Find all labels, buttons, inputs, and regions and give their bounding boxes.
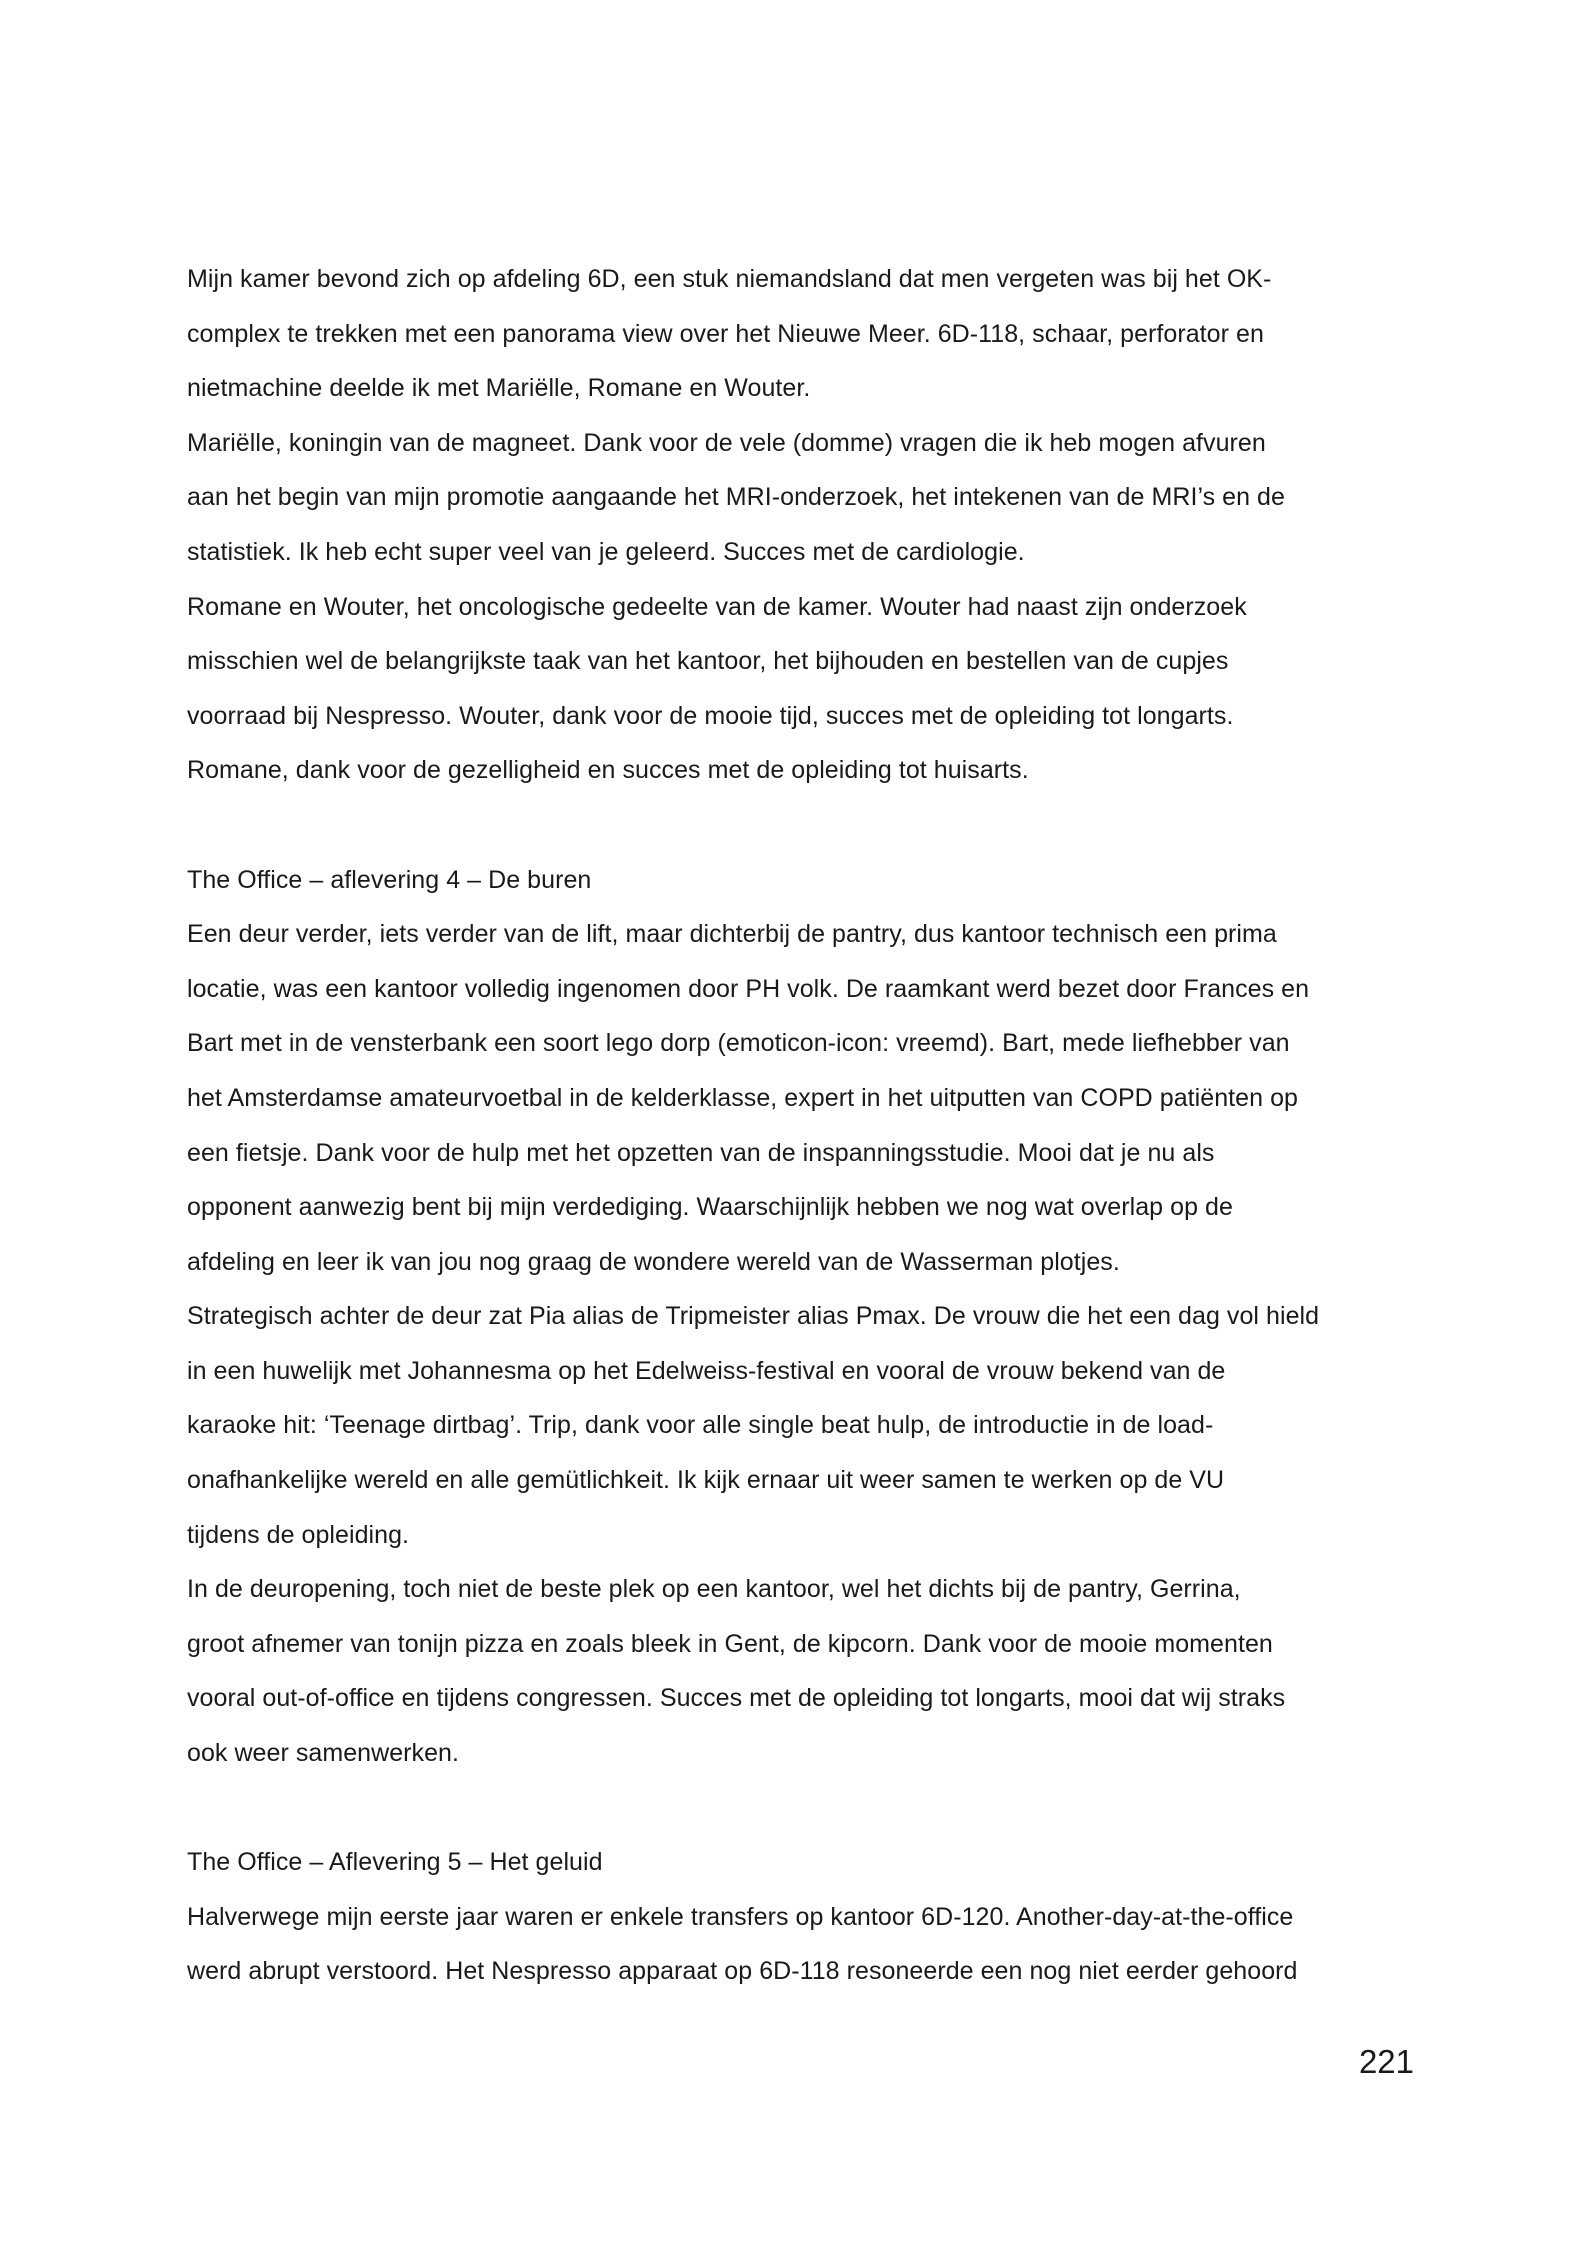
text-line: misschien wel de belangrijkste taak van het kantoor, het bijhouden en bestellen van de cupjes bbox=[187, 647, 1229, 676]
text-line: opponent aanwezig bent bij mijn verdediging. Waarschijnlijk hebben we nog wat overlap op de bbox=[187, 1193, 1233, 1222]
text-line: voorraad bij Nespresso. Wouter, dank voor de mooie tijd, succes met de opleiding tot longarts. bbox=[187, 701, 1234, 730]
paragraph-spacer bbox=[187, 1781, 1415, 1836]
text-line: vooral out-of-office en tijdens congressen. Succes met de opleiding tot longarts, mooi dat wij straks bbox=[187, 1684, 1286, 1713]
text-line: statistiek. Ik heb echt super veel van je geleerd. Succes met de cardiologie. bbox=[187, 537, 1025, 566]
text-line: werd abrupt verstoord. Het Nespresso apparaat op 6D-118 resoneerde een nog niet eerder gehoord bbox=[187, 1957, 1298, 1986]
text-line: Een deur verder, iets verder van de lift, maar dichterbij de pantry, dus kantoor technisch een prima bbox=[187, 920, 1277, 949]
text-line: locatie, was een kantoor volledig ingenomen door PH volk. De raamkant werd bezet door Frances en bbox=[187, 974, 1310, 1003]
paragraph-spacer bbox=[187, 798, 1415, 853]
text-line: complex te trekken met een panorama view over het Nieuwe Meer. 6D-118, schaar, perforator en bbox=[187, 319, 1264, 348]
text-line: karaoke hit: ‘Teenage dirtbag’. Trip, dank voor alle single beat hulp, de introductie in de load- bbox=[187, 1411, 1214, 1440]
page-number: 221 bbox=[1358, 2043, 1414, 2080]
text-line: Romane, dank voor de gezelligheid en succes met de opleiding tot huisarts. bbox=[187, 756, 1029, 785]
text-line: Strategisch achter de deur zat Pia alias de Tripmeister alias Pmax. De vrouw die het een dag vol hield bbox=[187, 1302, 1320, 1331]
text-line: ook weer samenwerken. bbox=[187, 1739, 460, 1768]
body-text bbox=[187, 252, 1415, 1999]
text-line: Mariëlle, koningin van de magneet. Dank voor de vele (domme) vragen die ik heb mogen afvuren bbox=[187, 428, 1266, 457]
text-line: het Amsterdamse amateurvoetbal in de kelderklasse, expert in het uitputten van COPD patiënten op bbox=[187, 1083, 1298, 1112]
text-line: Romane en Wouter, het oncologische gedeelte van de kamer. Wouter had naast zijn onderzoek bbox=[187, 592, 1247, 621]
section-heading: The Office – aflevering 4 – De buren bbox=[187, 865, 592, 894]
text-line: tijdens de opleiding. bbox=[187, 1520, 410, 1549]
text-line: In de deuropening, toch niet de beste plek op een kantoor, wel het dichts bij de pantry, Gerrina, bbox=[187, 1575, 1241, 1604]
text-line: nietmachine deelde ik met Mariëlle, Romane en Wouter. bbox=[187, 374, 811, 403]
text-line: Bart met in de vensterbank een soort lego dorp (emoticon-icon: vreemd). Bart, mede liefhebber van bbox=[187, 1029, 1290, 1058]
text-line: onafhankelijke wereld en alle gemütlichkeit. Ik kijk ernaar uit weer samen te werken op de VU bbox=[187, 1466, 1225, 1495]
text-line: afdeling en leer ik van jou nog graag de wondere wereld van de Wasserman plotjes. bbox=[187, 1247, 1120, 1276]
text-line: in een huwelijk met Johannesma op het Edelweiss-festival en vooral de vrouw bekend van de bbox=[187, 1356, 1226, 1385]
section-heading: The Office – Aflevering 5 – Het geluid bbox=[187, 1848, 603, 1877]
text-line: een fietsje. Dank voor de hulp met het opzetten van de inspanningsstudie. Mooi dat je nu als bbox=[187, 1138, 1215, 1167]
text-line: Halverwege mijn eerste jaar waren er enkele transfers op kantoor 6D-120. Another-day-at-the-office bbox=[187, 1902, 1294, 1931]
text-line: Mijn kamer bevond zich op afdeling 6D, een stuk niemandsland dat men vergeten was bij het OK- bbox=[187, 265, 1272, 293]
text-line: aan het begin van mijn promotie aangaande het MRI-onderzoek, het intekenen van de MRI’s en de bbox=[187, 483, 1285, 512]
text-line: groot afnemer van tonijn pizza en zoals bleek in Gent, de kipcorn. Dank voor de mooie momenten bbox=[187, 1629, 1273, 1658]
